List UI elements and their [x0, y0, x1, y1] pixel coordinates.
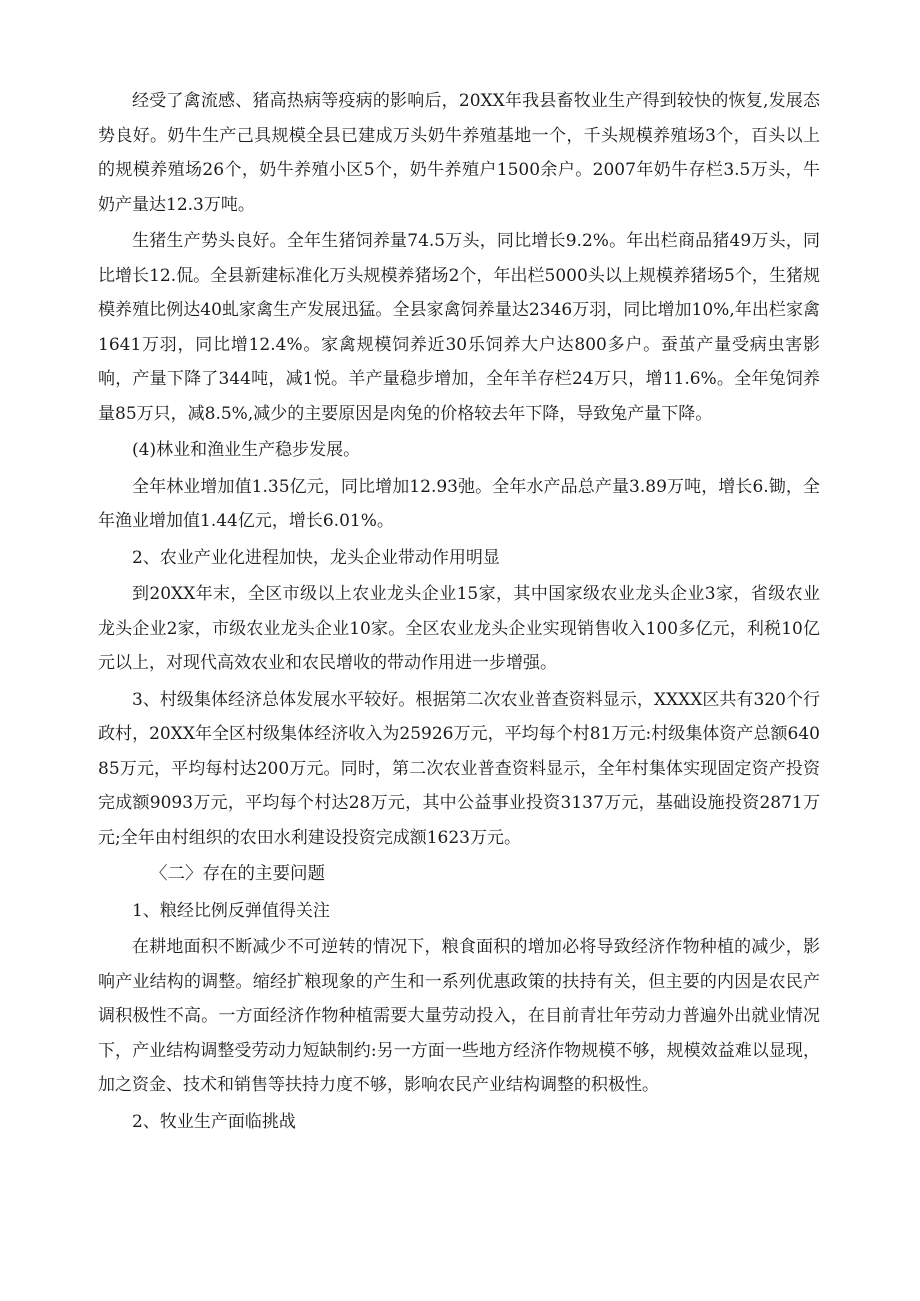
- heading-industrialization: 2、农业产业化进程加快，龙头企业带动作用明显: [132, 547, 500, 568]
- paragraph-village-economy: 3、村级集体经济总体发展水平较好。根据第二次农业普查资料显示，XXXX区共有320个行政村，20XX年全区村级集体经济收入为25926万元，平均每个村81万元:村级集体资产总额64085万元，平均每村达200万元。同时，第二次农业普查资料显示，全年村集体实现固定资产投资完成额9093万元，平均每个村达28万元，其中公益事业投资3137万元，基础设施投资2871万元;全年由村组织的农田水利建设投资完成额1623万元。: [98, 689, 820, 848]
- paragraph-leading-enterprises: 到20XX年末，全区市级以上农业龙头企业15家，其中国家级农业龙头企业3家，省级农业龙头企业2家，市级农业龙头企业10家。全区农业龙头企业实现销售收入100多亿元，利税10亿元以上，对现代高效农业和农民增收的带动作用进一步增强。: [98, 584, 820, 673]
- paragraph-pig-poultry: 生猪生产势头良好。全年生猪饲养量74.5万头，同比增长9.2%。年出栏商品猪49万头，同比增长12.侃。全县新建标准化万头规模养猪场2个，年出栏5000头以上规模养猪场5个，生猪规模养殖比例达40虬家禽生产发展迅猛。全县家禽饲养量达2346万羽，同比增加10%,年出栏家禽1641万羽，同比增12.4%。家禽规模饲养近30乐饲养大户达800多户。蚕茧产量受病虫害影响，产量下降了344吨，减1悦。羊产量稳步增加，全年羊存栏24万只，增11.6%。全年兔饲养量85万只，减8.5%,减少的主要原因是肉兔的价格较去年下降，导致兔产量下降。: [98, 231, 820, 424]
- paragraph-livestock-recovery: 经受了禽流感、猪高热病等疫病的影响后，20XX年我县畜牧业生产得到较快的恢复,发展态势良好。奶牛生产己具规模全县已建成万头奶牛养殖基地一个，千头规模养殖场3个，百头以上的规模养殖场26个，奶牛养殖小区5个，奶牛养殖户1500余户。2007年奶牛存栏3.5万头，牛奶产量达12.3万吨。: [98, 91, 820, 215]
- heading-main-problems: 〈二〉存在的主要问题: [150, 864, 325, 884]
- heading-grain-ratio: 1、粮经比例反弹值得关注: [132, 900, 330, 921]
- heading-forestry-fishery: (4)林业和渔业生产稳步发展。: [132, 440, 361, 460]
- heading-livestock-challenges: 2、牧业生产面临挑战: [132, 1111, 296, 1132]
- document-body: [98, 84, 820, 1141]
- paragraph-forestry-fishery: 全年林业增加值1.35亿元，同比增加12.93弛。全年水产品总产量3.89万吨，增长6.锄，全年渔业增加值1.44亿元，增长6.01%。: [98, 476, 820, 531]
- paragraph-grain-ratio: 在耕地面积不断减少不可逆转的情况下，粮食面积的增加必将导致经济作物种植的减少，影响产业结构的调整。缩经扩粮现象的产生和一系列优惠政策的扶持有关，但主要的内因是农民产调积极性不高。一方面经济作物种植需要大量劳动投入，在目前青壮年劳动力普遍外出就业情况下，产业结构调整受劳动力短缺制约:另一方面一些地方经济作物规模不够，规模效益难以显现，加之资金、技术和销售等扶持力度不够，影响农民产业结构调整的积极性。: [98, 937, 820, 1095]
